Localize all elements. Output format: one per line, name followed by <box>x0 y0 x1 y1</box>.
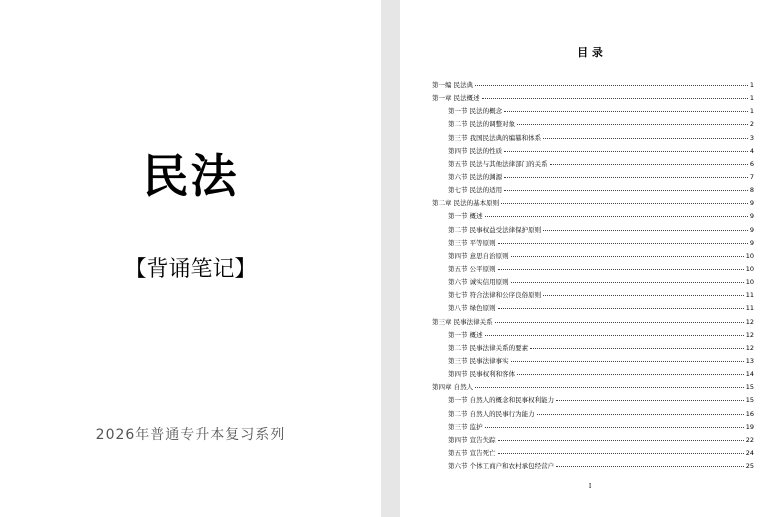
toc-leader-dots <box>498 308 744 309</box>
toc-entry[interactable] <box>432 146 754 159</box>
toc-entry-page: 1 <box>749 107 754 116</box>
toc-entry[interactable] <box>432 448 754 461</box>
toc-entry-page: 7 <box>749 172 754 181</box>
toc-entry-label: 第一节 民法的概念 <box>448 107 503 116</box>
toc-leader-dots <box>517 374 744 375</box>
toc-page <box>400 0 780 517</box>
toc-entry[interactable] <box>432 369 754 382</box>
toc-entry-label: 第四节 宣告失踪 <box>448 435 496 444</box>
toc-entry-page: 13 <box>745 356 754 365</box>
toc-entry-label: 第三节 监护 <box>448 422 483 431</box>
toc-entry-page: 9 <box>749 238 754 247</box>
toc-entry[interactable] <box>432 461 754 474</box>
toc-entry-page: 24 <box>745 448 754 457</box>
toc-leader-dots <box>543 295 744 296</box>
toc-entry-page: 25 <box>745 462 754 471</box>
toc-entry-page: 22 <box>745 435 754 444</box>
toc-entry-label: 第二节 自然人的民事行为能力 <box>448 409 535 418</box>
toc-entry[interactable] <box>432 356 754 369</box>
toc-entry-page: 4 <box>749 146 754 155</box>
toc-heading: 目 录 <box>577 46 603 59</box>
toc-leader-dots <box>498 453 744 454</box>
toc-entry[interactable] <box>432 409 754 422</box>
toc-leader-dots <box>475 85 748 86</box>
toc-entry-label: 第一节 概述 <box>448 330 483 339</box>
toc-entry-page: 15 <box>745 396 754 405</box>
toc-entry[interactable] <box>432 185 754 198</box>
toc-leader-dots <box>504 151 748 152</box>
toc-entry-page: 10 <box>745 278 754 287</box>
toc-entry-label: 第五节 宣告死亡 <box>448 448 496 457</box>
toc-entry-page: 12 <box>745 317 754 326</box>
toc-entry-page: 14 <box>745 370 754 379</box>
cover-page <box>0 0 381 517</box>
toc-entry-page: 9 <box>749 225 754 234</box>
toc-entry[interactable] <box>432 395 754 408</box>
toc-entry-label: 第一节 自然人的概念和民事权利能力 <box>448 396 555 405</box>
toc-entry-label: 第六节 个体工商户和农村承包经营户 <box>448 462 555 471</box>
toc-leader-dots <box>517 124 748 125</box>
toc-entry[interactable] <box>432 317 754 330</box>
toc-entry[interactable] <box>432 238 754 251</box>
toc-entry-label: 第六节 民法的渊源 <box>448 172 503 181</box>
toc-leader-dots <box>485 216 748 217</box>
toc-entry-label: 第三节 民事法律事实 <box>448 356 509 365</box>
toc-entry[interactable] <box>432 159 754 172</box>
toc-entry-label: 第七节 民法的适用 <box>448 186 503 195</box>
toc-leader-dots <box>543 138 748 139</box>
toc-entry-label: 第八节 绿色原则 <box>448 304 496 313</box>
toc-entry[interactable] <box>432 303 754 316</box>
toc-entry[interactable] <box>432 106 754 119</box>
toc-entry-label: 第一节 概述 <box>448 212 483 221</box>
toc-entry-label: 第二章 民法的基本原则 <box>432 199 500 208</box>
toc-leader-dots <box>475 387 744 388</box>
toc-entry[interactable] <box>432 93 754 106</box>
toc-entry-page: 19 <box>745 422 754 431</box>
toc-leader-dots <box>498 269 744 270</box>
toc-entry-label: 第四节 意思自治原则 <box>448 251 509 260</box>
toc-leader-dots <box>501 203 748 204</box>
toc-entry[interactable] <box>432 290 754 303</box>
toc-leader-dots <box>498 243 748 244</box>
toc-entry[interactable] <box>432 330 754 343</box>
cover-series: 2026年普通专升本复习系列 <box>95 427 286 443</box>
toc-leader-dots <box>511 256 744 257</box>
toc-entry-page: 9 <box>749 199 754 208</box>
toc-entry-page: 2 <box>749 120 754 129</box>
toc-entry[interactable] <box>432 198 754 211</box>
toc-entry-page: 3 <box>749 133 754 142</box>
toc-entry[interactable] <box>432 80 754 93</box>
toc-leader-dots <box>556 400 744 401</box>
toc-leader-dots <box>495 322 744 323</box>
toc-entry-page: 12 <box>745 343 754 352</box>
cover-title: 民法 <box>142 149 239 203</box>
toc-entry[interactable] <box>432 211 754 224</box>
toc-entry[interactable] <box>432 119 754 132</box>
toc-entry-page: 16 <box>745 409 754 418</box>
toc-entry[interactable] <box>432 133 754 146</box>
toc-leader-dots <box>482 98 748 99</box>
toc-leader-dots <box>511 282 744 283</box>
toc-leader-dots <box>504 190 748 191</box>
toc-entry-label: 第二节 民事权益受法律保护原则 <box>448 225 542 234</box>
toc-entry-label: 第四节 民法的性质 <box>448 146 503 155</box>
toc-entry-page: 15 <box>745 383 754 392</box>
toc-entry-page: 12 <box>745 330 754 339</box>
toc-entry-label: 第七节 符合法律和公序良俗原则 <box>448 291 542 300</box>
toc-entry-label: 第五节 民法与其他法律部门的关系 <box>448 159 548 168</box>
toc-entry-page: 6 <box>749 159 754 168</box>
toc-entry[interactable] <box>432 435 754 448</box>
toc-entry[interactable] <box>432 382 754 395</box>
toc-entry[interactable] <box>432 251 754 264</box>
toc-entry-label: 第一编 民法典 <box>432 81 474 89</box>
toc-leader-dots <box>550 164 748 165</box>
toc-entry-label: 第三章 民事法律关系 <box>432 317 493 326</box>
toc-entry[interactable] <box>432 343 754 356</box>
toc-entry[interactable] <box>432 225 754 238</box>
toc-entry-label: 第四章 自然人 <box>432 383 474 392</box>
toc-entry-page: 8 <box>749 186 754 195</box>
toc-leader-dots <box>537 414 744 415</box>
toc-leader-dots <box>543 230 748 231</box>
toc-list <box>432 80 754 474</box>
toc-entry-page: 1 <box>749 94 754 103</box>
page-number: I <box>588 483 592 490</box>
toc-entry-label: 第二节 民事法律关系的要素 <box>448 343 529 352</box>
toc-entry-label: 第六节 诚实信用原则 <box>448 278 509 287</box>
toc-leader-dots <box>485 335 744 336</box>
toc-entry[interactable] <box>432 264 754 277</box>
toc-entry[interactable] <box>432 277 754 290</box>
toc-entry[interactable] <box>432 422 754 435</box>
cover-subtitle: 【背诵笔记】 <box>124 257 257 282</box>
toc-leader-dots <box>556 466 744 467</box>
toc-leader-dots <box>530 348 744 349</box>
toc-leader-dots <box>485 427 744 428</box>
toc-leader-dots <box>511 361 744 362</box>
toc-entry-label: 第五节 公平原则 <box>448 264 496 273</box>
toc-leader-dots <box>504 177 748 178</box>
toc-entry-page: 1 <box>749 81 754 89</box>
toc-entry-label: 第三节 平等原则 <box>448 238 496 247</box>
toc-entry-label: 第二节 民法的调整对象 <box>448 120 516 129</box>
toc-entry-label: 第四节 民事权利和客体 <box>448 370 516 379</box>
toc-leader-dots <box>498 440 744 441</box>
toc-entry-label: 第一章 民法概述 <box>432 94 480 103</box>
toc-entry[interactable] <box>432 172 754 185</box>
toc-entry-page: 10 <box>745 264 754 273</box>
toc-entry-page: 10 <box>745 251 754 260</box>
toc-entry-label: 第三节 我国民法典的编纂和体系 <box>448 133 542 142</box>
toc-entry-page: 11 <box>745 304 754 313</box>
toc-leader-dots <box>504 111 748 112</box>
toc-entry-page: 11 <box>745 291 754 300</box>
toc-entry-page: 9 <box>749 212 754 221</box>
